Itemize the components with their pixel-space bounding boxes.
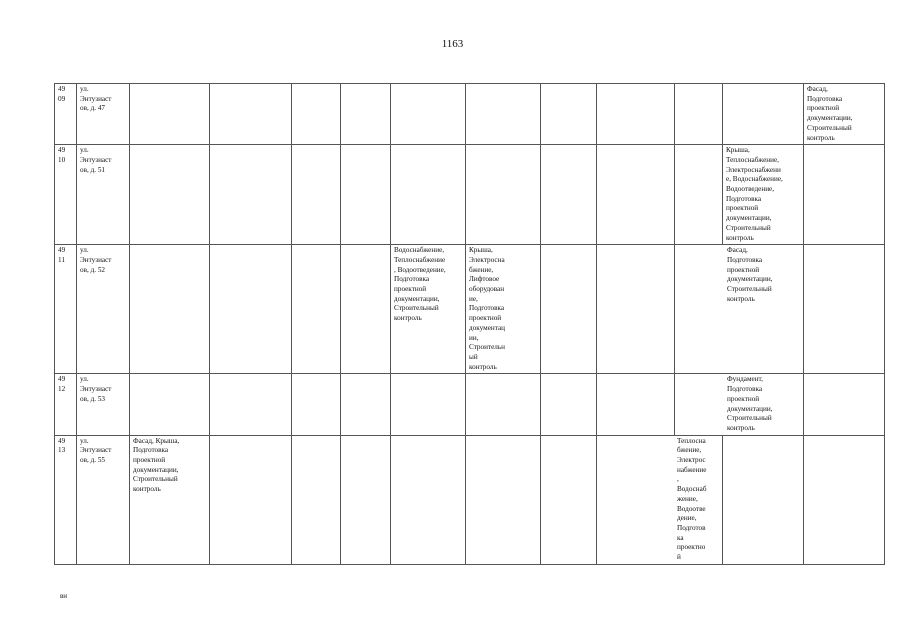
work-cell bbox=[804, 435, 885, 564]
address-cell: ул. Энтузиаст ов, д. 53 bbox=[77, 374, 130, 435]
work-cell bbox=[466, 435, 541, 564]
work-cell bbox=[675, 145, 723, 245]
work-cell bbox=[210, 374, 292, 435]
work-cell bbox=[541, 84, 597, 145]
work-cell bbox=[210, 245, 292, 374]
address-cell: ул. Энтузиаст ов, д. 55 bbox=[77, 435, 130, 564]
work-cell bbox=[597, 374, 675, 435]
work-cell: Фасад, Подготовка проектной документации, Строительный контроль bbox=[675, 245, 804, 374]
work-cell bbox=[341, 245, 391, 374]
work-cell bbox=[804, 245, 885, 374]
address-cell: ул. Энтузиаст ов, д. 51 bbox=[77, 145, 130, 245]
work-cell bbox=[466, 145, 541, 245]
work-cell: Крыша, Теплоснабжение, Электроснабжени е, Водоснабжение, Водоотведение, Подготовка проектной документации, Строительный контроль bbox=[723, 145, 804, 245]
work-cell bbox=[391, 145, 466, 245]
work-cell bbox=[391, 435, 466, 564]
work-cell bbox=[541, 374, 597, 435]
table-row bbox=[55, 374, 885, 435]
work-cell bbox=[391, 84, 466, 145]
work-cell bbox=[341, 84, 391, 145]
work-cell: Крыша, Электросна бжение, Лифтовое оборудован ие, Подготовка проектной документац ии, Строительн ый контроль bbox=[466, 245, 541, 374]
work-cell bbox=[804, 145, 885, 245]
work-cell bbox=[341, 435, 391, 564]
work-cell: Фасад, Крыша, Подготовка проектной документации, Строительный контроль bbox=[130, 435, 210, 564]
work-cell: Фасад, Подготовка проектной документации, Строительный контроль bbox=[804, 84, 885, 145]
work-cell bbox=[292, 435, 341, 564]
work-cell bbox=[597, 245, 675, 374]
work-cell bbox=[292, 245, 341, 374]
work-cell bbox=[541, 435, 597, 564]
table-row bbox=[55, 84, 885, 145]
work-cell bbox=[210, 435, 292, 564]
footer-mark: ви bbox=[60, 592, 68, 600]
table-row bbox=[55, 245, 885, 374]
address-cell: ул. Энтузиаст ов, д. 52 bbox=[77, 245, 130, 374]
row-number: 49 09 bbox=[55, 84, 77, 145]
work-cell bbox=[541, 245, 597, 374]
work-cell bbox=[723, 435, 804, 564]
work-cell bbox=[130, 245, 210, 374]
table-row bbox=[55, 435, 885, 564]
work-cell bbox=[130, 374, 210, 435]
work-cell: Фундамент, Подготовка проектной документации, Строительный контроль bbox=[675, 374, 804, 435]
work-cell bbox=[341, 374, 391, 435]
work-cell bbox=[341, 145, 391, 245]
work-cell: Водоснабжение, Теплоснабжение , Водоотведение, Подготовка проектной документации, Строительный контроль bbox=[391, 245, 466, 374]
work-cell bbox=[210, 84, 292, 145]
work-cell bbox=[466, 374, 541, 435]
work-schedule-table bbox=[54, 83, 885, 565]
work-cell bbox=[597, 145, 675, 245]
page-number: 1163 bbox=[441, 38, 464, 50]
table-row bbox=[55, 145, 885, 245]
work-cell bbox=[292, 84, 341, 145]
work-cell bbox=[391, 374, 466, 435]
work-cell: Теплосна бжение, Электрос набжение , Водоснаб жение, Водоотве дение, Подготов ка проектно й bbox=[597, 435, 723, 564]
work-cell bbox=[130, 84, 210, 145]
work-cell bbox=[675, 84, 723, 145]
work-cell bbox=[597, 84, 675, 145]
work-cell bbox=[466, 84, 541, 145]
work-cell bbox=[292, 374, 341, 435]
work-cell bbox=[723, 84, 804, 145]
work-cell bbox=[210, 145, 292, 245]
row-number: 49 12 bbox=[55, 374, 77, 435]
row-number: 49 13 bbox=[55, 435, 77, 564]
work-cell bbox=[130, 145, 210, 245]
work-cell bbox=[541, 145, 597, 245]
work-cell bbox=[804, 374, 885, 435]
row-number: 49 11 bbox=[55, 245, 77, 374]
address-cell: ул. Энтузиаст ов, д. 47 bbox=[77, 84, 130, 145]
row-number: 49 10 bbox=[55, 145, 77, 245]
work-cell bbox=[292, 145, 341, 245]
